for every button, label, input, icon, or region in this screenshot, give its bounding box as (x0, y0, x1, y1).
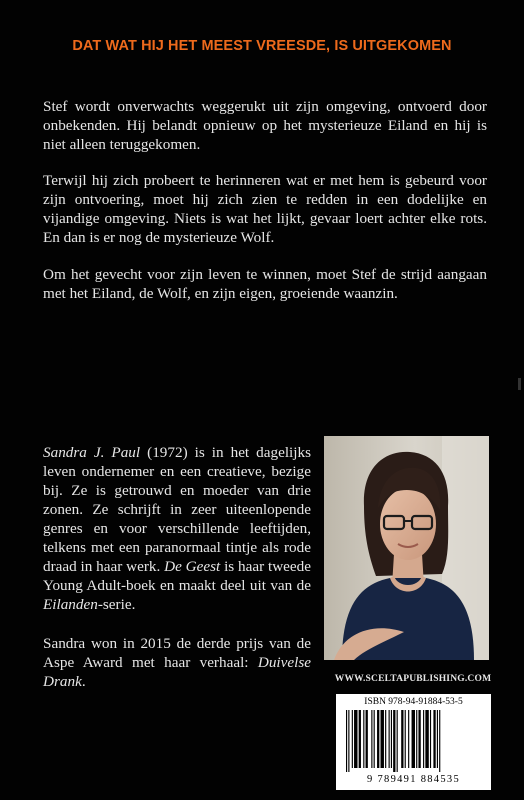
barcode-bar (393, 710, 395, 772)
barcode-bar (348, 710, 349, 772)
barcode-block (336, 694, 491, 790)
edge-mark (518, 378, 521, 390)
barcode-bar (385, 710, 386, 768)
barcode-bar (437, 710, 438, 768)
award-end: . (81, 673, 86, 690)
barcode-bar (433, 710, 435, 768)
barcode-bar (408, 710, 409, 768)
barcode-bar (381, 710, 384, 768)
author-bio (43, 443, 311, 614)
blurb-paragraph-1: Stef wordt onverwachts weggerukt uit zijn omgeving, ontvoerd door onbekenden. Hij belandt opnieuw op het mysterieuze Eiland en hij is niet alleen teruggekomen. (43, 98, 487, 153)
barcode-bar (391, 710, 392, 768)
barcode-bar (354, 710, 357, 768)
award-story-title: Duivelse Drank (43, 654, 311, 690)
blurb-paragraph-2: Terwijl hij zich probeert te herinneren wat er met hem is gebeurd voor zijn ontvoering, moet hij zich zien te redden in een dodelijke en vijandige omgeving. Niets is wat het lijkt, gevaar loert achter elke rots. En dan is er nog de mysterieuze Wolf. (43, 172, 487, 246)
barcode-bar (377, 710, 379, 768)
barcode-bar (371, 710, 372, 768)
barcode-bar (389, 710, 390, 768)
author-award (43, 634, 311, 691)
bio-text-3: -serie. (97, 596, 136, 613)
author-photo (324, 436, 489, 660)
blurb-paragraph-3: Om het gevecht voor zijn leven te winnen, moet Stef de strijd aangaan met het Eiland, de Wolf, en zijn eigen, groeiende waanzin. (43, 266, 487, 302)
isbn-text: ISBN 978-94-91884-53-5 (364, 697, 463, 707)
barcode-bar (359, 710, 361, 768)
tagline: DAT WAT HIJ HET MEEST VREESDE, IS UITGEKOMEN (72, 38, 452, 54)
barcode-bar (401, 710, 403, 768)
barcode-bar (352, 710, 353, 768)
publisher-url: WWW.SCELTAPUBLISHING.COM (334, 674, 492, 684)
barcode-bar (416, 710, 417, 768)
author-name: Sandra J. Paul (43, 444, 141, 461)
barcode-bar (405, 710, 406, 768)
barcode-bar (430, 710, 431, 768)
award-text: Sandra won in 2015 de derde prijs van de Aspe Award met haar verhaal: (43, 635, 311, 671)
author-photo-illustration (324, 436, 489, 660)
barcode-bar (363, 710, 364, 768)
bio-text-2: is haar tweede Young Adult-boek en maakt deel uit van de (43, 558, 311, 594)
barcode-bar (423, 710, 424, 768)
barcode-bar (346, 710, 347, 772)
barcode-bar (439, 710, 440, 772)
barcode-bar (418, 710, 420, 768)
book-title: De Geest (164, 558, 221, 575)
barcode-bar (425, 710, 428, 768)
barcode-bar (374, 710, 375, 768)
bio-text-1: (1972) is in het dagelijks leven ondernemer en een creatieve, bezige bij. Ze is getrouwd en moeder van drie zonen. Ze schrijft in zeer uiteenlopende genres en voor verschillende leeftijden, telkens met een paranormaal tintje als rode draad in haar werk. (43, 444, 311, 575)
barcode (344, 710, 483, 772)
series-name: Eilanden (43, 596, 98, 613)
barcode-bar (366, 710, 368, 768)
barcode-digits: 9 789491 884535 (367, 774, 460, 785)
barcode-bar (397, 710, 398, 772)
barcode-bar (412, 710, 415, 768)
